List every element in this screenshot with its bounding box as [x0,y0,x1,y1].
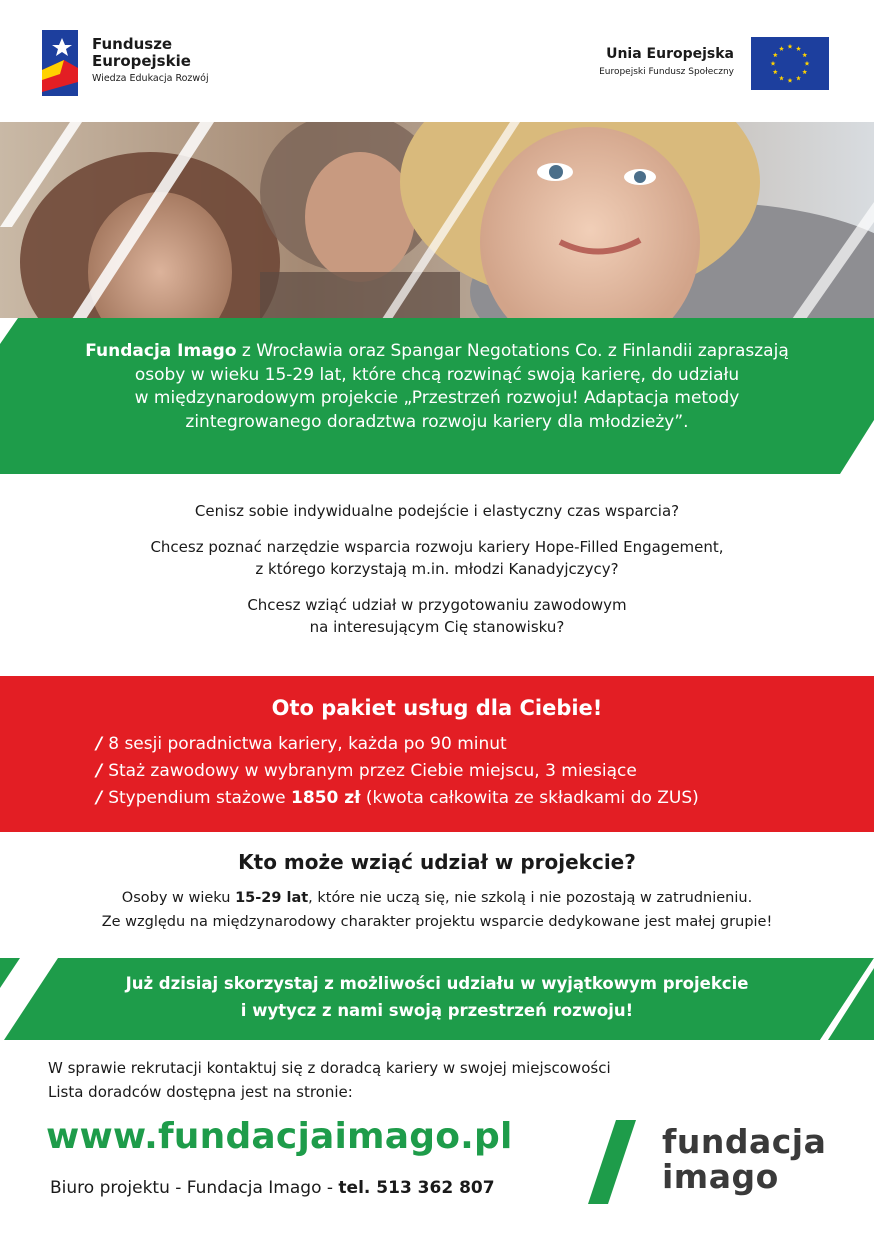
question-2-line-1: Chcesz poznać narzędzie wsparcia rozwoju kariery Hope-Filled Engagement, [150,538,724,556]
fundacja-imago-logo [662,1124,826,1194]
question-1 [60,500,814,522]
offer-item-3-post: (kwota całkowita ze składkami do ZUS) [360,788,699,808]
cta-text [60,970,814,1024]
fe-subtitle: Wiedza Edukacja Rozwój [92,73,209,84]
who-title: Kto może wziąć udział w projekcie? [238,850,636,874]
who-text [20,886,854,934]
intro-line-4: zintegrowanego doradztwa rozwoju kariery dla młodzieży”. [185,411,689,432]
fe-title-2: Europejskie [92,52,191,70]
offer-item [96,785,836,812]
fundusze-europejskie-logo-icon [42,30,78,96]
question-2 [60,536,814,580]
eu-flag-icon [751,37,829,90]
intro-line-3: w międzynarodowym projekcie „Przestrzeń rozwoju! Adaptacja metody [134,388,740,408]
offer-list [96,731,836,812]
slash-bullet-icon: / [96,761,103,781]
cta-line-1: Już dzisiaj skorzystaj z możliwości udziału w wyjątkowym projekcie [125,974,749,993]
ue-title: Unia Europejska [606,46,734,62]
ue-subtitle: Europejski Fundusz Społeczny [599,67,734,77]
question-2-line-2: z którego korzystają m.in. młodzi Kanadyjczycy? [255,560,619,578]
offer-item-3-amount: 1850 zł [291,788,361,808]
offer-item [96,731,836,758]
fe-title-1: Fundusze [92,35,173,53]
contact-text [48,1056,748,1104]
office-label: Biuro projektu - Fundacja Imago - [50,1178,339,1198]
slash-bullet-icon: / [96,788,103,808]
intro-text [40,340,834,434]
fi-logo-line-1: fundacja [662,1122,827,1161]
fi-logo-line-2: imago [662,1157,779,1196]
offer-item-1: 8 sesji poradnictwa kariery, każda po 90 minut [108,734,507,754]
offer-item [96,758,836,785]
intro-org: Fundacja Imago [85,341,237,361]
who-line-1-pre: Osoby w wieku [121,890,236,906]
intro-line-1 [40,340,834,364]
offer-title: Oto pakiet usług dla Ciebie! [271,696,603,720]
who-line-2: Ze względu na międzynarodowy charakter projektu wsparcie dedykowane jest małej grupie! [101,914,773,930]
question-3-line-1: Chcesz wziąć udział w przygotowaniu zawodowym [247,596,627,614]
offer-item-3-pre: Stypendium stażowe [108,788,292,808]
questions [60,500,814,652]
cta-line-2: i wytycz z nami swoją przestrzeń rozwoju! [240,1001,634,1020]
who-age: 15-29 lat [235,890,309,906]
slash-bullet-icon: / [96,734,103,754]
offer-item-2: Staż zawodowy w wybranym przez Ciebie miejscu, 3 miesiące [108,761,637,781]
hero-photo [0,122,874,322]
header [0,0,874,122]
office-phone[interactable]: tel. 513 362 807 [338,1178,495,1198]
office-info [50,1178,495,1198]
question-1-text: Cenisz sobie indywidualne podejście i elastyczny czas wsparcia? [194,502,680,520]
who-line-1-post: , które nie uczą się, nie szkolą i nie pozostają w zatrudnieniu. [308,890,753,906]
website-link[interactable]: www.fundacjaimago.pl [46,1116,513,1157]
unia-europejska-text [599,46,734,77]
contact-line-2: Lista doradców dostępna jest na stronie: [48,1083,353,1101]
who-line-1 [20,886,854,910]
fundusze-europejskie-text [92,36,209,84]
intro-line-1-rest: z Wrocławia oraz Spangar Negotations Co. z Finlandii zapraszają [236,341,789,361]
question-3-line-2: na interesującym Cię stanowisku? [309,618,565,636]
intro-line-2: osoby w wieku 15-29 lat, które chcą rozwinąć swoją karierę, do udziału [134,364,740,385]
question-3 [60,594,814,638]
slash-icon [588,1120,636,1204]
contact-line-1: W sprawie rekrutacji kontaktuj się z doradcą kariery w swojej miejscowości [48,1059,611,1077]
